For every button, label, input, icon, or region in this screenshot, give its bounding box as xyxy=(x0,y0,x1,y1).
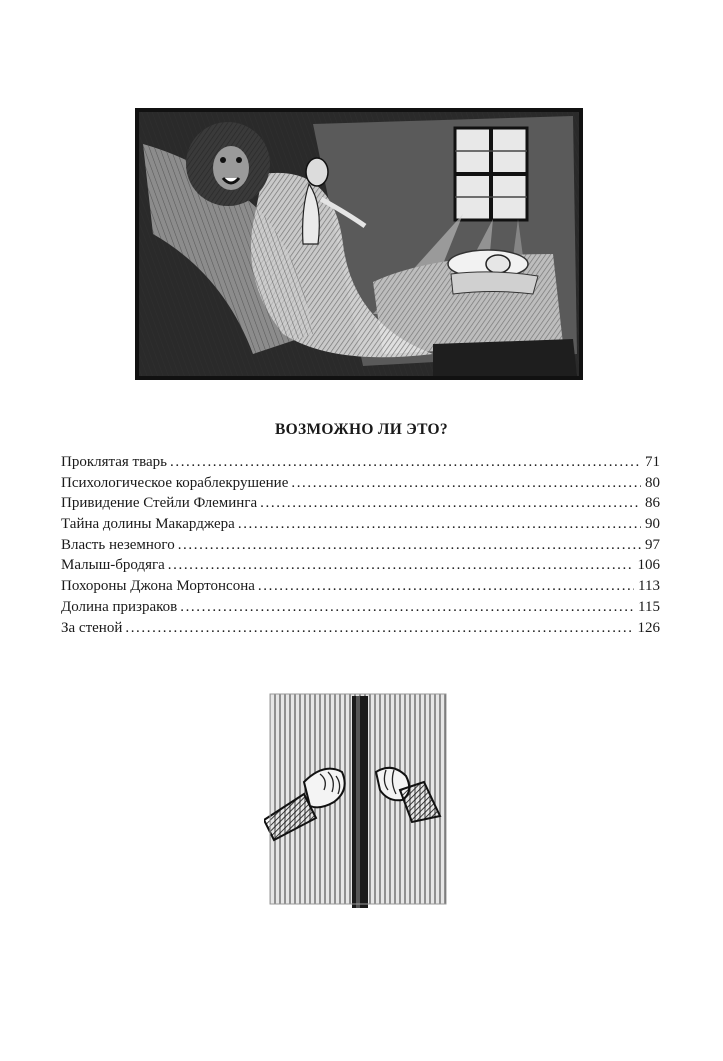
toc-entry xyxy=(61,555,660,576)
toc-entry-page: 113 xyxy=(638,578,660,595)
toc-dot-leader xyxy=(178,535,641,556)
fists-wall-illustration xyxy=(264,690,452,913)
toc-entry xyxy=(61,597,660,618)
toc-dot-leader xyxy=(291,473,641,494)
toc-entry xyxy=(61,514,660,535)
toc-entry-title: Тайна долины Макарджера xyxy=(61,516,235,533)
toc-dot-leader xyxy=(168,555,634,576)
toc-dot-leader xyxy=(238,514,641,535)
toc-entry-title: Проклятая тварь xyxy=(61,454,167,470)
toc-entry-page: 86 xyxy=(645,495,660,512)
ghost-bedroom-illustration xyxy=(133,104,585,384)
toc-entry-page: 97 xyxy=(645,536,660,553)
toc-entry-title: Власть неземного xyxy=(61,536,175,553)
toc-entry xyxy=(61,452,660,473)
toc-dot-leader xyxy=(170,452,641,473)
toc-entry-page: 106 xyxy=(637,557,660,574)
toc-entry-title: Психологическое кораблекрушение xyxy=(61,474,289,491)
toc-entry-title: Привидение Стейли Флеминга xyxy=(61,495,258,512)
toc-entry xyxy=(61,576,660,597)
table-of-contents xyxy=(61,452,660,638)
toc-entry-title: За стеной xyxy=(61,619,123,636)
section-title: ВОЗМОЖНО ЛИ ЭТО? xyxy=(275,421,448,438)
toc-entry-title: Похороны Джона Мортонсона xyxy=(61,578,255,595)
toc-dot-leader xyxy=(258,576,634,597)
toc-entry-title: Долина призраков xyxy=(61,598,178,615)
toc-entry-page: 80 xyxy=(645,474,660,491)
toc-dot-leader xyxy=(125,618,633,639)
toc-entry xyxy=(61,493,660,514)
toc-dot-leader xyxy=(180,597,634,618)
toc-entry xyxy=(61,618,660,639)
toc-entry-page: 115 xyxy=(638,598,660,615)
toc-entry-title: Малыш-бродяга xyxy=(61,557,165,574)
toc-entry-page: 126 xyxy=(637,619,660,636)
toc-entry xyxy=(61,535,660,556)
toc-entry-page: 71 xyxy=(645,454,660,470)
toc-entry xyxy=(61,473,660,494)
toc-entry-page: 90 xyxy=(645,516,660,533)
toc-dot-leader xyxy=(260,493,641,514)
